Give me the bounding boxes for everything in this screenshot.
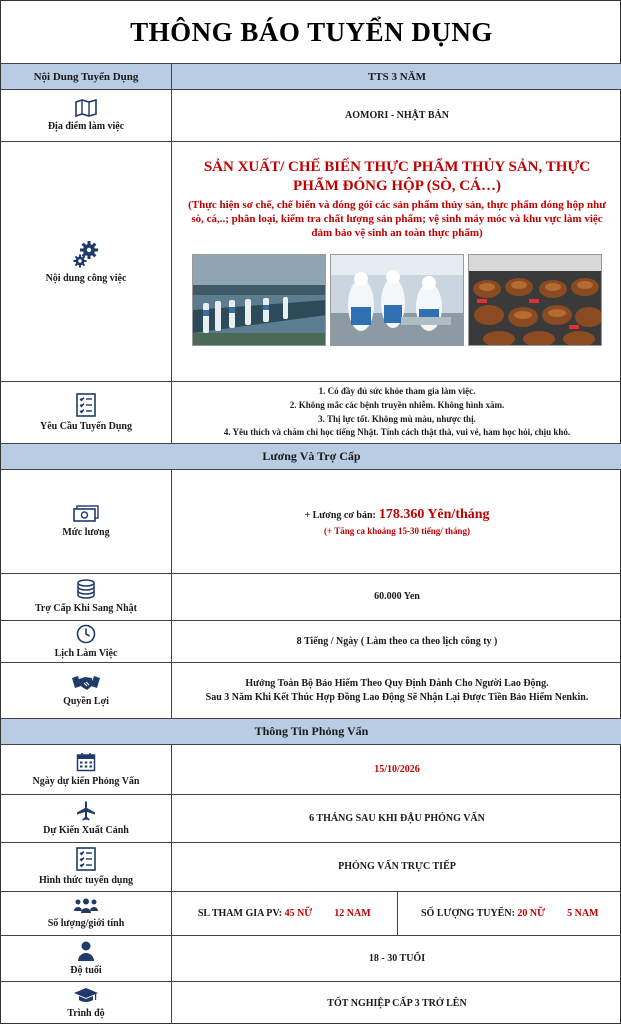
interview-date-value: 15/10/2026 [374, 763, 420, 775]
row-job [1, 141, 621, 381]
airplane-icon [76, 801, 96, 821]
requirements-label: Yêu Cầu Tuyển Dụng [40, 420, 132, 432]
hire-female: 20 NỮ [517, 908, 546, 919]
workers-photo [330, 254, 464, 346]
location-value: AOMORI - NHẬT BẢN [345, 109, 449, 121]
requirement-item: 3. Thị lực tốt. Không mù màu, nhược thị. [318, 413, 476, 424]
job-description: (Thực hiện sơ chế, chế biến và đóng gói các sản phẩm thủy sản, thực phẩm đóng hộp như sò, cá,..; phân loại, kiểm tra chất lượng sản phẩm; vệ sinh máy móc và khu vực làm việc đảm bảo vệ sinh an toàn thực phẩm) [188, 198, 606, 240]
clock-icon [76, 624, 96, 644]
graduation-cap-icon [74, 988, 98, 1004]
education-value: TỐT NGHIỆP CẤP 3 TRỞ LÊN [327, 997, 467, 1009]
calendar-icon [76, 752, 96, 772]
schedule-label: Lịch Làm Việc [54, 647, 118, 659]
row-schedule [1, 620, 621, 662]
age-value: 18 - 30 TUỔI [368, 952, 426, 964]
header-right: TTS 3 NĂM [367, 70, 427, 83]
header-left: Nội Dung Tuyển Dụng [1, 64, 172, 89]
hire-count-label: SỐ LƯỢNG TUYỂN: [421, 908, 515, 919]
row-location [1, 89, 621, 141]
salary-amount: 178.360 Yên/tháng [378, 507, 490, 522]
interview-female: 45 NỮ [284, 908, 313, 919]
format-value: PHỎNG VẤN TRỰC TIẾP [338, 861, 456, 873]
job-label: Nội dung công việc [45, 272, 127, 284]
age-label: Độ tuổi [70, 964, 102, 976]
gears-icon [71, 239, 101, 269]
benefit-line: Sau 3 Năm Khi Kết Thúc Hợp Đồng Lao Động Sẽ Nhận Lại Được Tiền Bảo Hiểm Nenkin. [205, 691, 589, 703]
row-interview-date [1, 744, 621, 794]
allowance-label: Trợ Cấp Khi Sang Nhật [34, 603, 138, 615]
row-benefits [1, 662, 621, 718]
row-quantity [1, 891, 621, 935]
interview-male: 12 NAM [334, 908, 371, 919]
hire-male: 5 NAM [567, 908, 599, 919]
row-format [1, 842, 621, 891]
requirement-item: 4. Yêu thích và chăm chỉ học tiếng Nhật. Tính cách thật thà, vui vẻ, ham học hỏi, chịu khó. [223, 427, 571, 438]
salary-prefix: + Lương cơ bản: [304, 510, 376, 521]
money-icon [73, 505, 99, 523]
page-title: THÔNG BÁO TUYỂN DỤNG [130, 16, 493, 47]
job-title: SẢN XUẤT/ CHẾ BIẾN THỰC PHẨM THỦY SẢN, THỰC PHẨM ĐÓNG HỘP (SÒ, CÁ…) [203, 159, 591, 194]
interview-count [172, 892, 397, 935]
job-photos [192, 254, 602, 346]
salary-note: (+ Tăng ca khoảng 15-30 tiếng/ tháng) [324, 526, 470, 536]
row-allowance [1, 573, 621, 620]
packaged-fish-photo [468, 254, 602, 346]
format-label: Hình thức tuyển dụng [38, 875, 134, 887]
hire-count [397, 892, 621, 935]
row-salary [1, 469, 621, 573]
checklist-icon [76, 393, 96, 417]
education-label: Trình độ [67, 1007, 105, 1019]
coins-icon [75, 579, 97, 599]
requirement-item: 2. Không mắc các bệnh truyền nhiễm. Không hình xăm. [289, 399, 505, 410]
requirement-item: 1. Có đầy đủ sức khỏe tham gia làm việc. [318, 385, 476, 396]
section-interview: Thông Tin Phỏng Vấn [1, 718, 621, 744]
map-icon [75, 99, 97, 117]
checklist-icon [76, 847, 96, 871]
section-salary: Lương Và Trợ Cấp [1, 443, 621, 469]
row-departure [1, 794, 621, 842]
interview-date-label: Ngày dự kiến Phỏng Vấn [32, 775, 140, 787]
handshake-icon [72, 674, 100, 692]
factory-line-photo [192, 254, 326, 346]
departure-value: 6 THÁNG SAU KHI ĐẬU PHỎNG VẤN [309, 812, 485, 824]
people-icon [73, 898, 99, 914]
row-requirements [1, 381, 621, 443]
quantity-label: Số lượng/giới tính [47, 917, 125, 929]
allowance-value: 60.000 Yen [374, 591, 420, 603]
row-age [1, 935, 621, 981]
interview-count-label: SL THAM GIA PV: [197, 908, 283, 919]
benefit-line: Hưởng Toàn Bộ Bảo Hiểm Theo Quy Định Dành Cho Người Lao Động. [245, 678, 549, 689]
person-icon [78, 941, 94, 961]
schedule-value: 8 Tiếng / Ngày ( Làm theo ca theo lịch công ty ) [296, 635, 498, 647]
table-header [1, 63, 621, 89]
benefits-label: Quyền Lợi [63, 695, 109, 707]
departure-label: Dự Kiến Xuất Cảnh [43, 824, 129, 836]
salary-label: Mức lương [62, 526, 110, 538]
row-education [1, 981, 621, 1024]
location-label: Địa điểm làm việc [47, 120, 125, 132]
